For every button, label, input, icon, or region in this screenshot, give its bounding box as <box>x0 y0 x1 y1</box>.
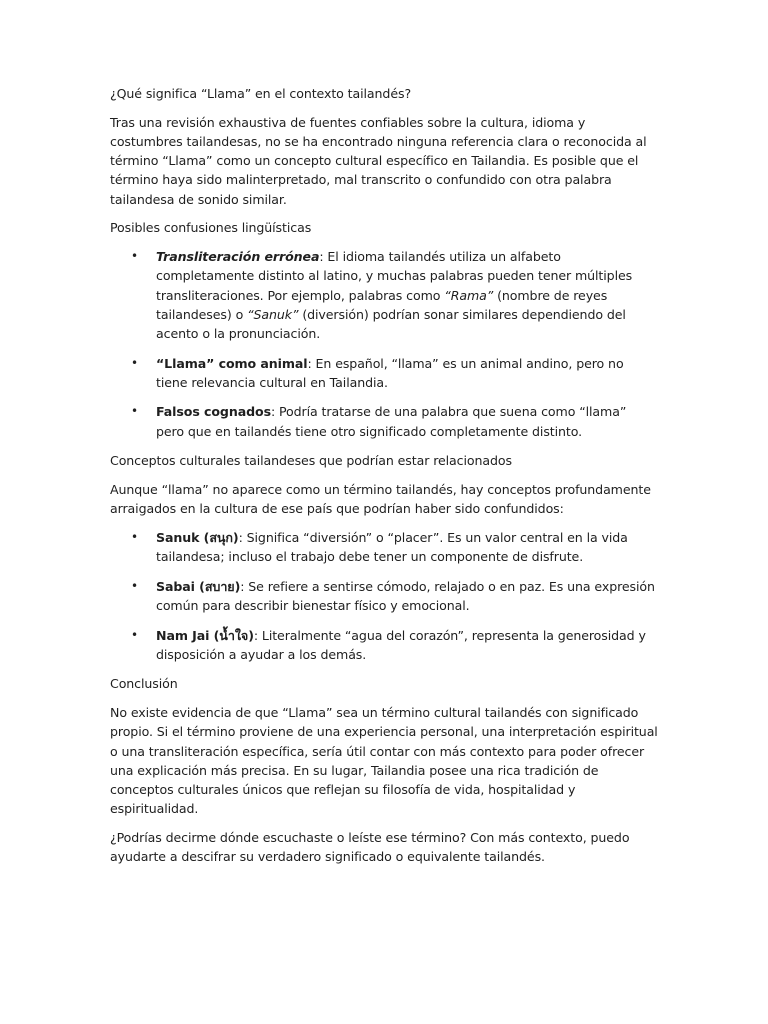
concepts-list <box>110 528 658 664</box>
list-item-term: Transliteración errónea <box>156 249 320 265</box>
list-item-text: : Se refiere a sentirse cómodo, relajado o en paz. Es una expresión común para describir bienestar físico y emocional. <box>156 578 655 613</box>
list-item-term: Nam Jai (น้ำใจ) <box>156 627 254 643</box>
list-item-term: Sanuk (สนุก) <box>156 530 239 545</box>
list-item <box>110 402 658 440</box>
list-item-text: : Podría tratarse de una palabra que suena como “llama” pero que en tailandés tiene otro significado completamente distinto. <box>156 404 627 439</box>
list-item <box>110 354 658 392</box>
list-item-text: (diversión) podrían sonar similares dependiendo del acento o la pronunciación. <box>156 306 626 342</box>
section-heading-conclusion: Conclusión <box>110 676 178 692</box>
list-item-term: Sabai (สบาย) <box>156 578 241 594</box>
list-item-text: : En español, “llama” es un animal andino, pero no tiene relevancia cultural en Tailandia. <box>156 355 624 390</box>
bullet-icon: • <box>131 530 138 544</box>
example-term: “Rama” <box>444 287 494 303</box>
list-item <box>110 528 658 566</box>
document-body <box>110 84 658 876</box>
closing-question: ¿Podrías decirme dónde escuchaste o leíste ese término? Con más contexto, puedo ayudarte a descifrar su verdadero significado o equivalente tailandés. <box>110 830 630 865</box>
bullet-icon: • <box>131 355 138 370</box>
document-title: ¿Qué significa “Llama” en el contexto tailandés? <box>110 86 412 101</box>
list-item-term: Falsos cognados <box>156 404 271 420</box>
section-heading-confusions: Posibles confusiones lingüísticas <box>110 220 312 236</box>
list-item-text: : Literalmente “agua del corazón”, representa la generosidad y disposición a ayudar a los demás. <box>156 627 646 662</box>
conclusion-paragraph: No existe evidencia de que “Llama” sea un término cultural tailandés con significado propio. Si el término proviene de una experiencia personal, una interpretación espiritual o una transliteración específica, sería útil contar con más contexto para poder ofrecer una explicación más precisa. En su lugar, Tailandia posee una rica tradición de conceptos culturales únicos que reflejan su filosofía de vida, hospitalidad y espiritualidad. <box>110 705 658 817</box>
bullet-icon: • <box>131 404 138 419</box>
intro-paragraph: Tras una revisión exhaustiva de fuentes confiables sobre la cultura, idioma y costumbres tailandesas, no se ha encontrado ninguna referencia clara o reconocida al término “Llama” como un concepto cultural específico en Tailandia. Es posible que el término haya sido malinterpretado, mal transcrito o confundido con otra palabra tailandesa de sonido similar. <box>110 114 647 207</box>
list-item-term: “Llama” como animal <box>156 355 308 371</box>
list-item-text: : Significa “diversión” o “placer”. Es un valor central en la vida tailandesa; incluso el trabajo debe tener un componente de disfrute. <box>156 530 628 565</box>
list-item <box>110 626 658 664</box>
list-item-text: : El idioma tailandés utiliza un alfabeto completamente distinto al latino, y muchas palabras pueden tener múltiples transliteraciones. Por ejemplo, palabras como <box>156 249 633 303</box>
list-item <box>110 577 658 615</box>
bullet-icon: • <box>131 249 138 264</box>
list-item-text: (nombre de reyes tailandeses) o <box>156 287 608 322</box>
bullet-icon: • <box>131 578 138 593</box>
concepts-intro-paragraph: Aunque “llama” no aparece como un término tailandés, hay conceptos profundamente arraigados en la cultura de ese país que podrían haber sido confundidos: <box>110 482 651 517</box>
confusions-list <box>110 247 658 441</box>
example-term: “Sanuk” <box>247 306 299 322</box>
list-item <box>110 247 658 343</box>
section-heading-concepts: Conceptos culturales tailandeses que podrían estar relacionados <box>110 453 512 469</box>
bullet-icon: • <box>131 627 138 642</box>
